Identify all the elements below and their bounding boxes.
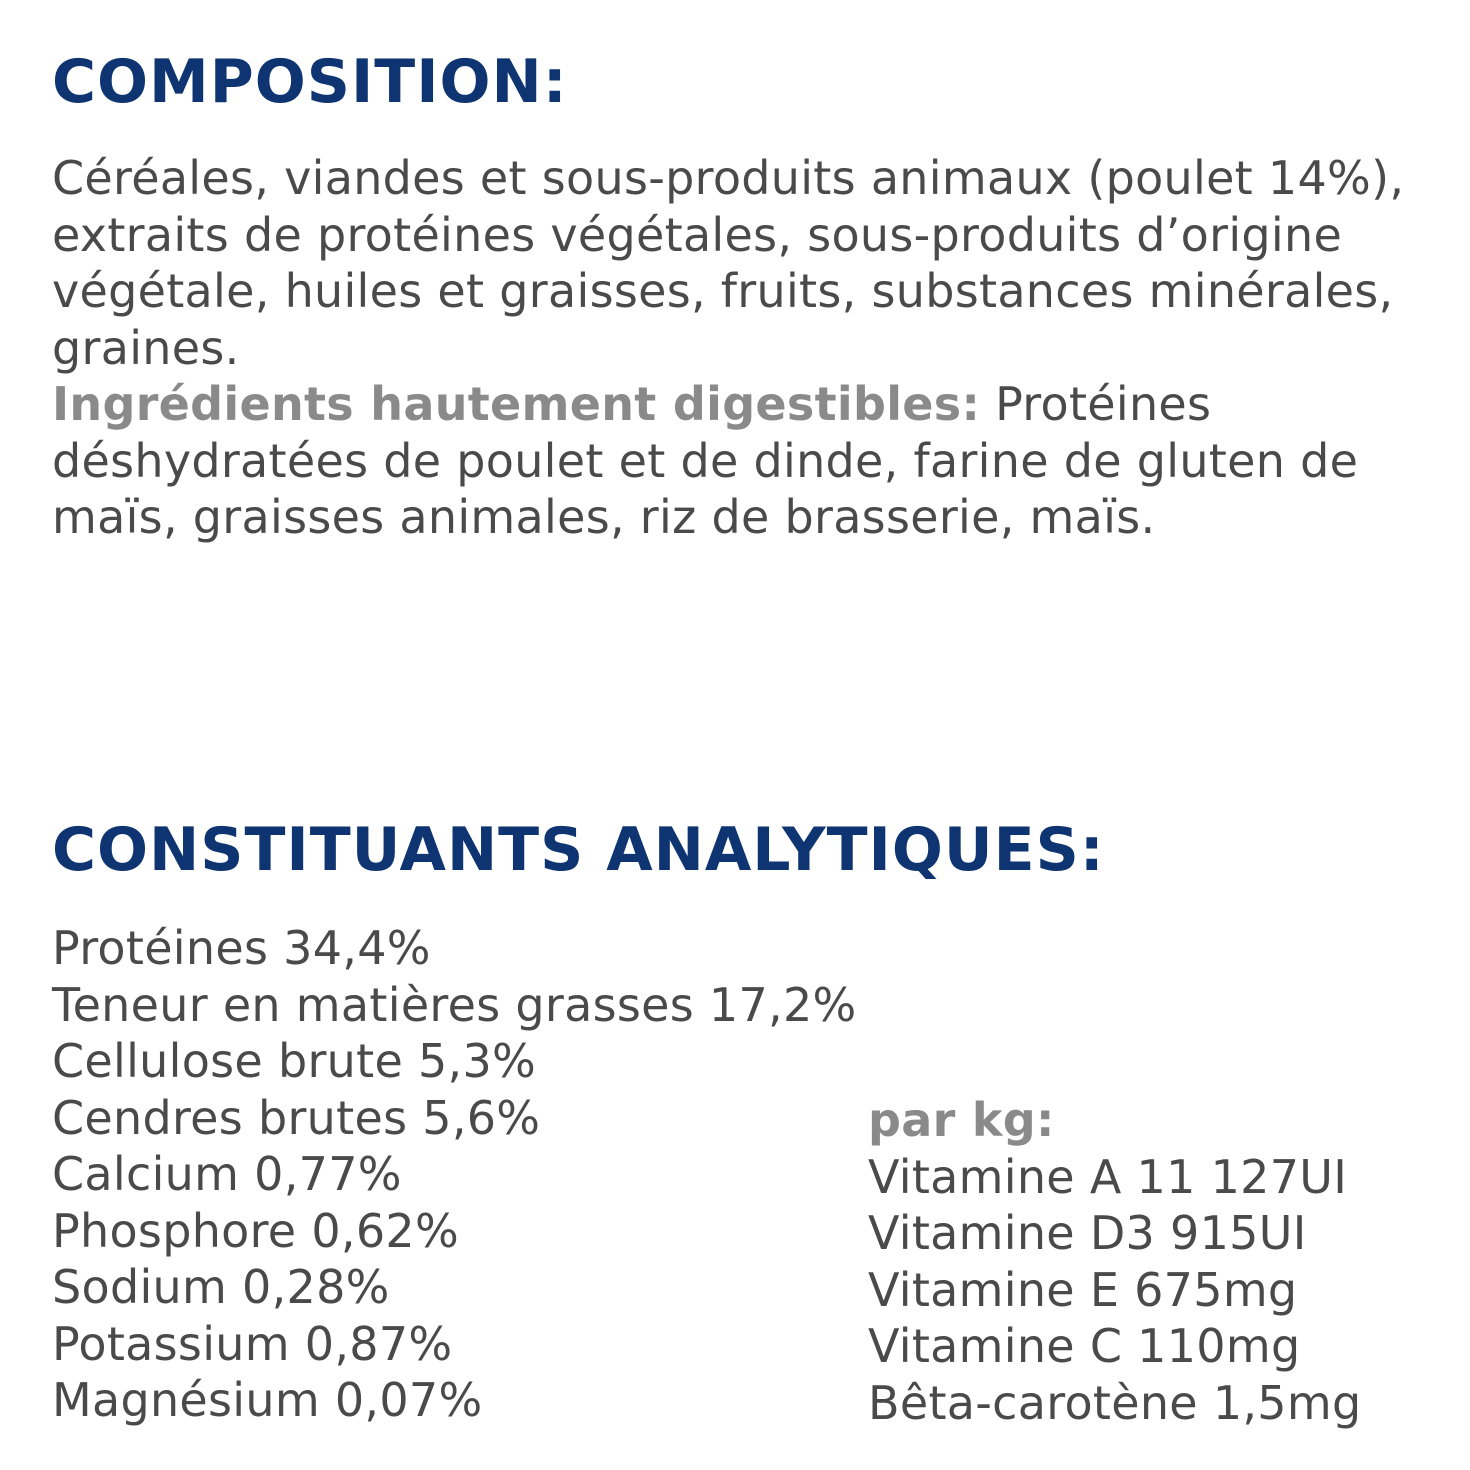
constituent-item: Teneur en matières grasses 17,2% — [52, 977, 857, 1032]
constituents-list — [52, 920, 857, 1429]
constituent-item: Sodium 0,28% — [52, 1260, 390, 1314]
constituent-item: Calcium 0,77% — [52, 1147, 402, 1201]
constituent-item: Cendres brutes 5,6% — [52, 1090, 541, 1145]
per-kg-label: par kg: — [868, 1093, 1055, 1147]
vitamin-item: Vitamine C 110mg — [868, 1319, 1301, 1373]
composition-text — [52, 150, 1462, 546]
vitamin-item: Vitamine E 675mg — [868, 1262, 1298, 1317]
constituent-item: Protéines 34,4% — [52, 921, 431, 975]
composition-ingredients: Céréales, viandes et sous-produits animaux (poulet 14%), extraits de protéines végétales, sous-produits d’origine végétale, huiles et graisses, fruits, substances minérales, graines. — [52, 151, 1405, 375]
vitamin-item: Vitamine D3 915UI — [868, 1206, 1307, 1260]
digestible-ingredients — [52, 376, 1462, 546]
vitamin-item: Vitamine A 11 127UI — [868, 1149, 1348, 1204]
composition-heading: COMPOSITION: — [52, 47, 568, 117]
constituent-item: Magnésium 0,07% — [52, 1373, 483, 1427]
analytical-heading: CONSTITUANTS ANALYTIQUES: — [52, 815, 1105, 885]
constituent-item: Phosphore 0,62% — [52, 1203, 459, 1258]
digestible-text: Protéines déshydratées de poulet et de dinde, farine de gluten de maïs, graisses animales, riz de brasserie, maïs. — [52, 377, 1359, 544]
vitamins-per-kg — [868, 1092, 1361, 1431]
constituent-item: Potassium 0,87% — [52, 1316, 453, 1371]
vitamins-list — [868, 1149, 1361, 1432]
constituent-item: Cellulose brute 5,3% — [52, 1034, 537, 1088]
vitamin-item: Bêta-carotène 1,5mg — [868, 1375, 1362, 1430]
digestible-label: Ingrédients hautement digestibles: — [52, 377, 981, 431]
